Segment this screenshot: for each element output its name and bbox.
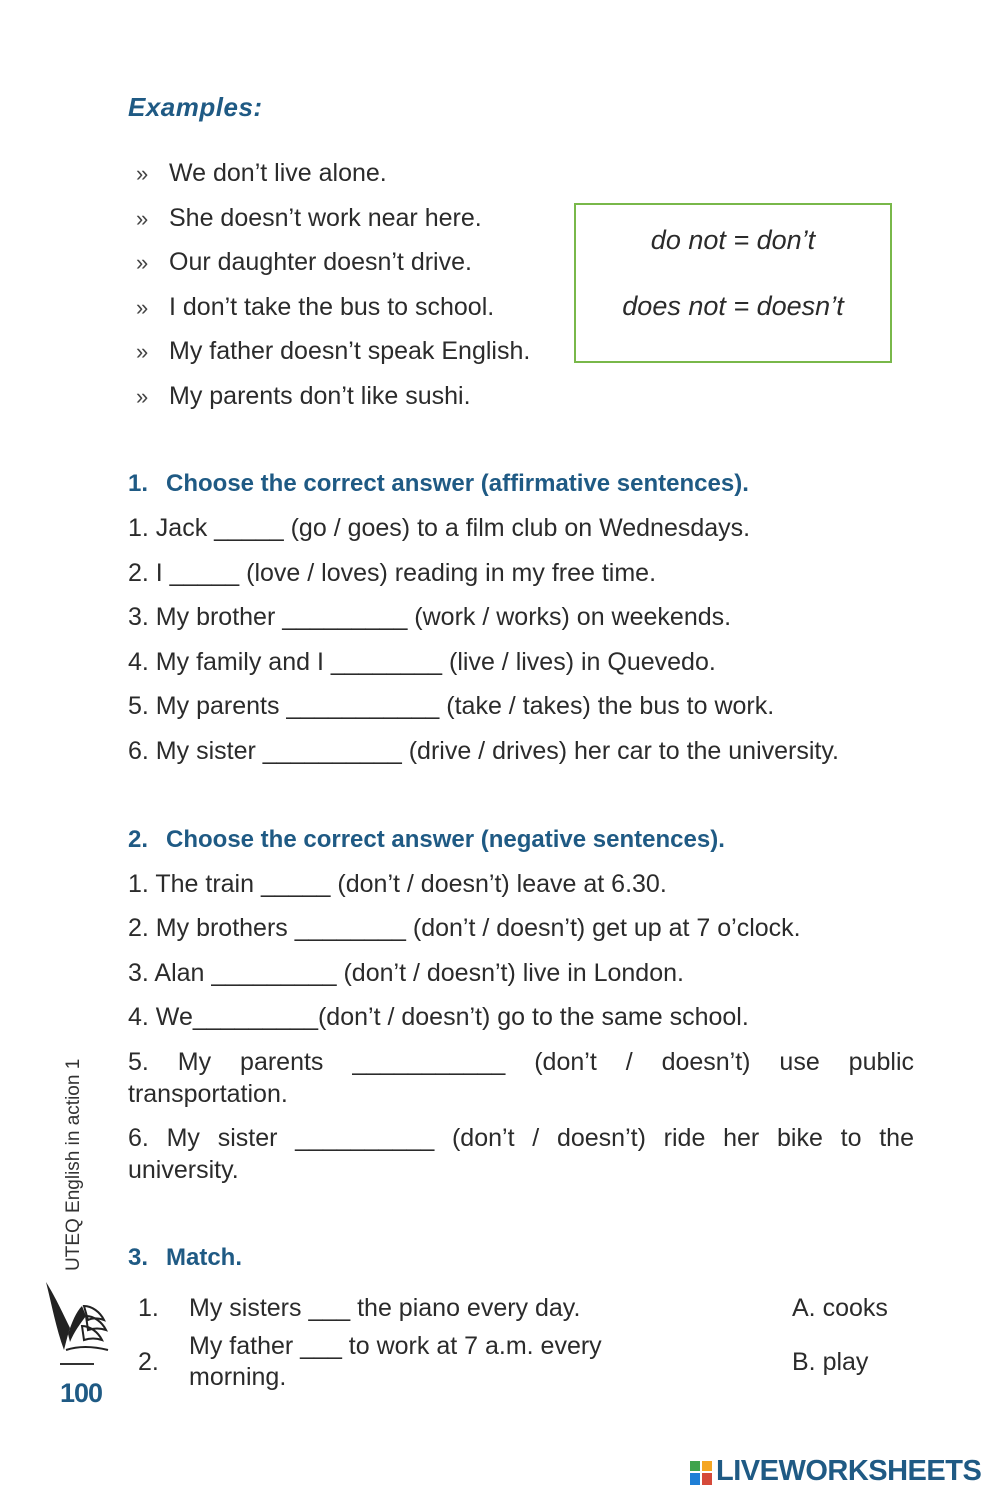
page-number-rule bbox=[60, 1363, 94, 1365]
example-item: » She doesn’t work near here. bbox=[136, 201, 530, 246]
examples-list bbox=[136, 156, 530, 423]
match-row-1-number: 1. bbox=[138, 1294, 159, 1322]
exercise-1-heading: 1. Choose the correct answer (affirmative sentences). bbox=[128, 470, 749, 497]
book-title-vertical: UTEQ English in action 1 bbox=[63, 1058, 84, 1271]
exercise-2-item-3[interactable]: 3. Alan _________ (don’t / doesn’t) live in London. bbox=[128, 959, 684, 987]
contraction-rule-box bbox=[574, 203, 892, 363]
example-item: » My father doesn’t speak English. bbox=[136, 334, 530, 379]
bullet-icon: » bbox=[136, 339, 149, 364]
exercise-2-item-6[interactable]: 6. My sister __________ (don’t / doesn’t) ride her bike to the university. bbox=[128, 1124, 914, 1184]
match-option-a[interactable]: A. cooks bbox=[792, 1294, 888, 1322]
exercise-2-item-2[interactable]: 2. My brothers ________ (don’t / doesn’t) get up at 7 o’clock. bbox=[128, 914, 801, 942]
exercise-1-item-4[interactable]: 4. My family and I ________ (live / lives) in Quevedo. bbox=[128, 648, 716, 676]
example-item: » We don’t live alone. bbox=[136, 156, 530, 201]
example-item: » I don’t take the bus to school. bbox=[136, 290, 530, 335]
exercise-2-item-5[interactable]: 5. My parents ___________ (don’t / doesn’t) use public transportation. bbox=[128, 1048, 914, 1108]
bullet-icon: » bbox=[136, 250, 149, 275]
exercise-1-item-2[interactable]: 2. I _____ (love / loves) reading in my free time. bbox=[128, 559, 657, 587]
example-item: » My parents don’t like sushi. bbox=[136, 379, 530, 424]
match-option-b[interactable]: B. play bbox=[792, 1348, 869, 1376]
exercise-2-item-1[interactable]: 1. The train _____ (don’t / doesn’t) leave at 6.30. bbox=[128, 870, 667, 898]
exercise-2-heading: 2. Choose the correct answer (negative sentences). bbox=[128, 826, 725, 853]
match-row-2-sentence[interactable]: My father ___ to work at 7 a.m. every morning. bbox=[189, 1332, 602, 1391]
exercise-1-item-3[interactable]: 3. My brother _________ (work / works) on weekends. bbox=[128, 603, 732, 631]
bullet-icon: » bbox=[136, 161, 149, 186]
liveworksheets-logo-icon bbox=[690, 1461, 712, 1485]
rule-line-does-not: does not = doesn’t bbox=[622, 291, 844, 321]
match-row-2-number: 2. bbox=[138, 1348, 159, 1376]
rule-line-do-not: do not = don’t bbox=[650, 225, 816, 255]
open-book-icon bbox=[42, 1276, 116, 1356]
bullet-icon: » bbox=[136, 294, 149, 320]
exercise-2-item-4[interactable]: 4. We_________(don’t / doesn’t) go to the same school. bbox=[128, 1003, 749, 1031]
exercise-1-item-6[interactable]: 6. My sister __________ (drive / drives) her car to the university. bbox=[128, 737, 839, 765]
example-item: » Our daughter doesn’t drive. bbox=[136, 245, 530, 290]
bullet-icon: » bbox=[136, 205, 149, 231]
exercise-1-item-5[interactable]: 5. My parents ___________ (take / takes) the bus to work. bbox=[128, 692, 775, 720]
liveworksheets-brand: LIVEWORKSHEETS bbox=[716, 1455, 982, 1487]
match-row-1-sentence[interactable]: My sisters ___ the piano every day. bbox=[189, 1294, 581, 1322]
exercise-3-heading: 3. Match. bbox=[128, 1244, 243, 1271]
bullet-icon: » bbox=[136, 383, 149, 409]
page-number: 100 bbox=[60, 1378, 103, 1408]
exercise-1-item-1[interactable]: 1. Jack _____ (go / goes) to a film club on Wednesdays. bbox=[128, 514, 751, 542]
examples-title: Examples: bbox=[128, 92, 263, 122]
